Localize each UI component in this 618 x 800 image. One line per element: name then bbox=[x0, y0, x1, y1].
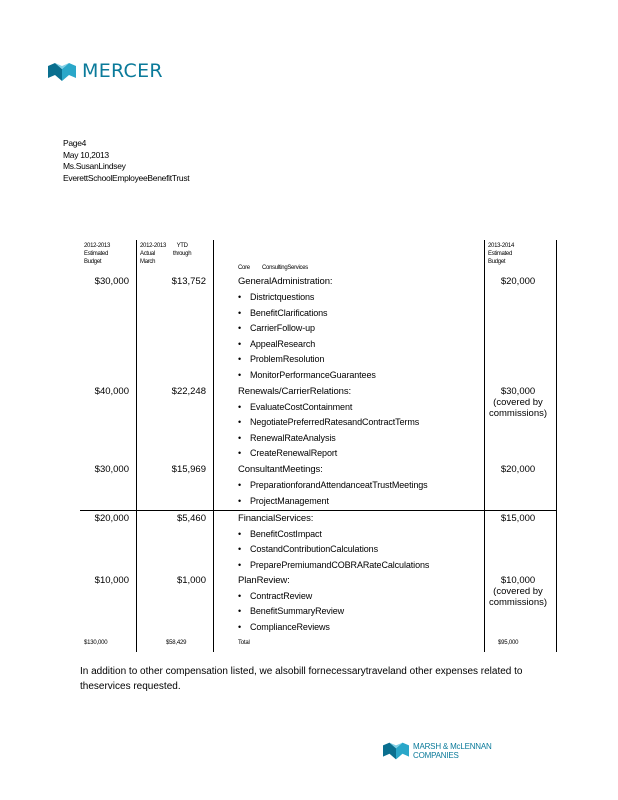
total-label: Total bbox=[238, 640, 250, 646]
column-divider bbox=[556, 240, 557, 652]
list-item: • PreparationforandAttendanceatTrustMeetings bbox=[238, 480, 428, 490]
expenses-note: In addition to other compensation listed, we alsobill fornecessarytraveland other expenses related to theservices requested. bbox=[80, 666, 523, 692]
section-divider bbox=[80, 510, 557, 511]
mercer-logo-icon bbox=[48, 63, 76, 81]
list-item: • CostandContributionCalculations bbox=[238, 544, 378, 554]
page-number: Page4 bbox=[63, 138, 87, 148]
ytd-value: $22,248 bbox=[171, 386, 206, 397]
column-divider bbox=[213, 240, 214, 652]
ytd-value: $13,752 bbox=[171, 276, 206, 287]
header-ytd-through: YTD through bbox=[173, 243, 192, 257]
list-item: • BenefitSummaryReview bbox=[238, 606, 345, 616]
section-title: FinancialServices: bbox=[238, 513, 314, 524]
list-item: • ProjectManagement bbox=[238, 496, 329, 506]
header-2013-estimated-budget: 2013-2014 Estimated Budget bbox=[488, 243, 514, 265]
budget-table bbox=[80, 240, 557, 652]
letter-date: May 10,2013 bbox=[63, 149, 109, 160]
list-item: • ComplianceReviews bbox=[238, 622, 330, 632]
est-2013-value: $30,000 (covered by commissions) bbox=[488, 386, 548, 419]
column-divider bbox=[136, 240, 137, 652]
recipient-name: Ms.SusanLindsey bbox=[63, 161, 126, 171]
list-item: • NegotiatePreferredRatesandContractTerms bbox=[238, 417, 420, 427]
total-est-2012: $130,000 bbox=[84, 640, 108, 646]
ytd-value: $1,000 bbox=[176, 575, 206, 586]
ytd-value: $5,460 bbox=[176, 513, 206, 524]
est-2013-value: $20,000 bbox=[500, 276, 536, 287]
est-2013-value: $20,000 bbox=[500, 464, 536, 475]
letter-header bbox=[63, 138, 189, 184]
list-item: • PreparePremiumandCOBRARateCalculations bbox=[238, 560, 430, 570]
list-item: • MonitorPerformanceGuarantees bbox=[238, 370, 376, 380]
section-title: PlanReview: bbox=[238, 575, 290, 586]
est-2012-value: $40,000 bbox=[94, 386, 129, 397]
header-2012-estimated-budget: 2012-2013 Estimated Budget bbox=[84, 243, 110, 265]
total-ytd: $58,429 bbox=[166, 640, 187, 646]
header-core: Core bbox=[238, 265, 250, 271]
est-2013-value: $10,000 (covered by commissions) bbox=[488, 575, 548, 608]
list-item: • AppealResearch bbox=[238, 339, 316, 349]
list-item: • BenefitClarifications bbox=[238, 308, 328, 318]
section-title: ConsultantMeetings: bbox=[238, 464, 323, 475]
est-2012-value: $30,000 bbox=[94, 276, 129, 287]
list-item: • EvaluateCostContainment bbox=[238, 402, 353, 412]
ytd-value: $15,969 bbox=[171, 464, 206, 475]
header-consulting-services: ConsultingServices bbox=[262, 265, 308, 271]
recipient-organization: EverettSchoolEmployeeBenefitTrust bbox=[63, 172, 190, 183]
section-title: GeneralAdministration: bbox=[238, 276, 333, 287]
marsh-mclennan-logo bbox=[383, 742, 492, 760]
est-2012-value: $30,000 bbox=[94, 464, 129, 475]
list-item: • ContractReview bbox=[238, 591, 313, 601]
list-item: • CarrierFollow-up bbox=[238, 323, 315, 333]
est-2012-value: $10,000 bbox=[94, 575, 129, 586]
list-item: • ProblemResolution bbox=[238, 354, 325, 364]
header-2012-actual: 2012-2013 Actual March bbox=[140, 243, 166, 265]
list-item: • RenewalRateAnalysis bbox=[238, 433, 336, 443]
brand-name: MERCER bbox=[82, 60, 163, 82]
mmc-logo-text: MARSH & McLENNAN COMPANIES bbox=[413, 742, 492, 760]
list-item: • CreateRenewalReport bbox=[238, 448, 338, 458]
est-2012-value: $20,000 bbox=[94, 513, 129, 524]
list-item: • Districtquestions bbox=[238, 292, 315, 302]
total-est-2013: $95,000 bbox=[498, 640, 519, 646]
mercer-logo bbox=[48, 62, 163, 81]
section-title: Renewals/CarrierRelations: bbox=[238, 386, 352, 397]
list-item: • BenefitCostImpact bbox=[238, 529, 322, 539]
est-2013-value: $15,000 bbox=[500, 513, 536, 524]
mmc-logo-icon bbox=[383, 742, 409, 760]
